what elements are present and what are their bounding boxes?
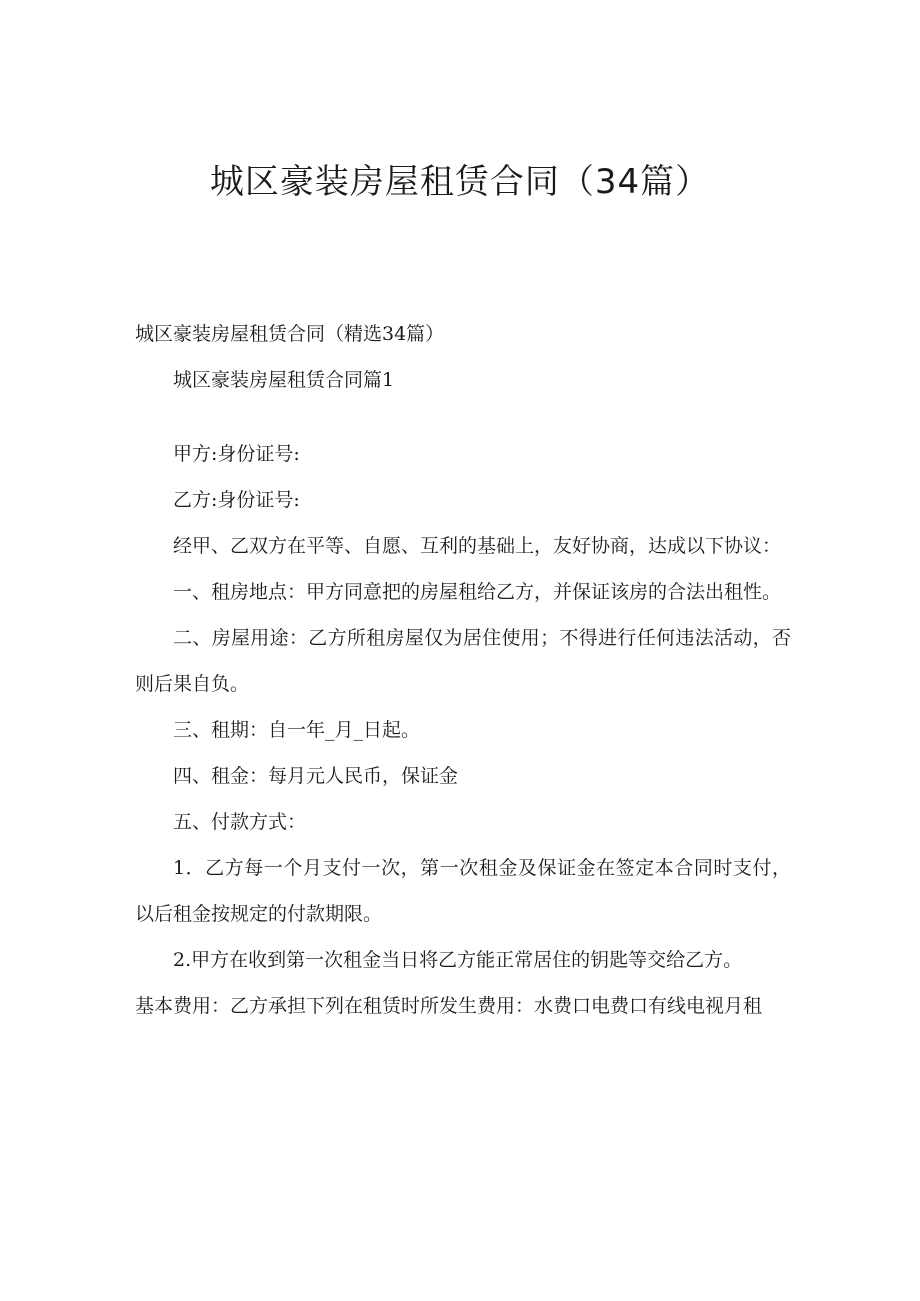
clause-rent: 四、租金：每月元人民币，保证金 xyxy=(173,765,459,787)
section-heading: 城区豪装房屋租赁合同篇1 xyxy=(173,369,395,391)
payment-item-1: 1．乙方每一个月支付一次，第一次租金及保证金在签定本合同时支付，以后租金按规定的付款期限。 xyxy=(135,857,791,925)
document-title: 城区豪装房屋租赁合同（34篇） xyxy=(209,162,711,202)
party-b-line: 乙方:身份证号: xyxy=(173,489,300,511)
document-body xyxy=(135,311,791,1029)
clause-location: 一、租房地点：甲方同意把的房屋租给乙方，并保证该房的合法出租性。 xyxy=(173,581,782,603)
agreement-intro: 经甲、乙双方在平等、自愿、互利的基础上，友好协商，达成以下协议： xyxy=(173,535,782,557)
payment-item-2: 2.甲方在收到第一次租金当日将乙方能正常居住的钥匙等交给乙方。 xyxy=(173,949,743,971)
clause-term: 三、租期：自一年_月_日起。 xyxy=(173,719,421,741)
party-a-line: 甲方:身份证号: xyxy=(173,443,300,465)
collection-heading: 城区豪装房屋租赁合同（精选34篇） xyxy=(135,323,445,345)
basic-fees-line: 基本费用：乙方承担下列在租赁时所发生费用：水费口电费口有线电视月租 xyxy=(135,995,763,1017)
clause-usage: 二、房屋用途：乙方所租房屋仅为居住使用；不得进行任何违法活动，否则后果自负。 xyxy=(135,627,791,695)
clause-payment: 五、付款方式： xyxy=(173,811,307,833)
